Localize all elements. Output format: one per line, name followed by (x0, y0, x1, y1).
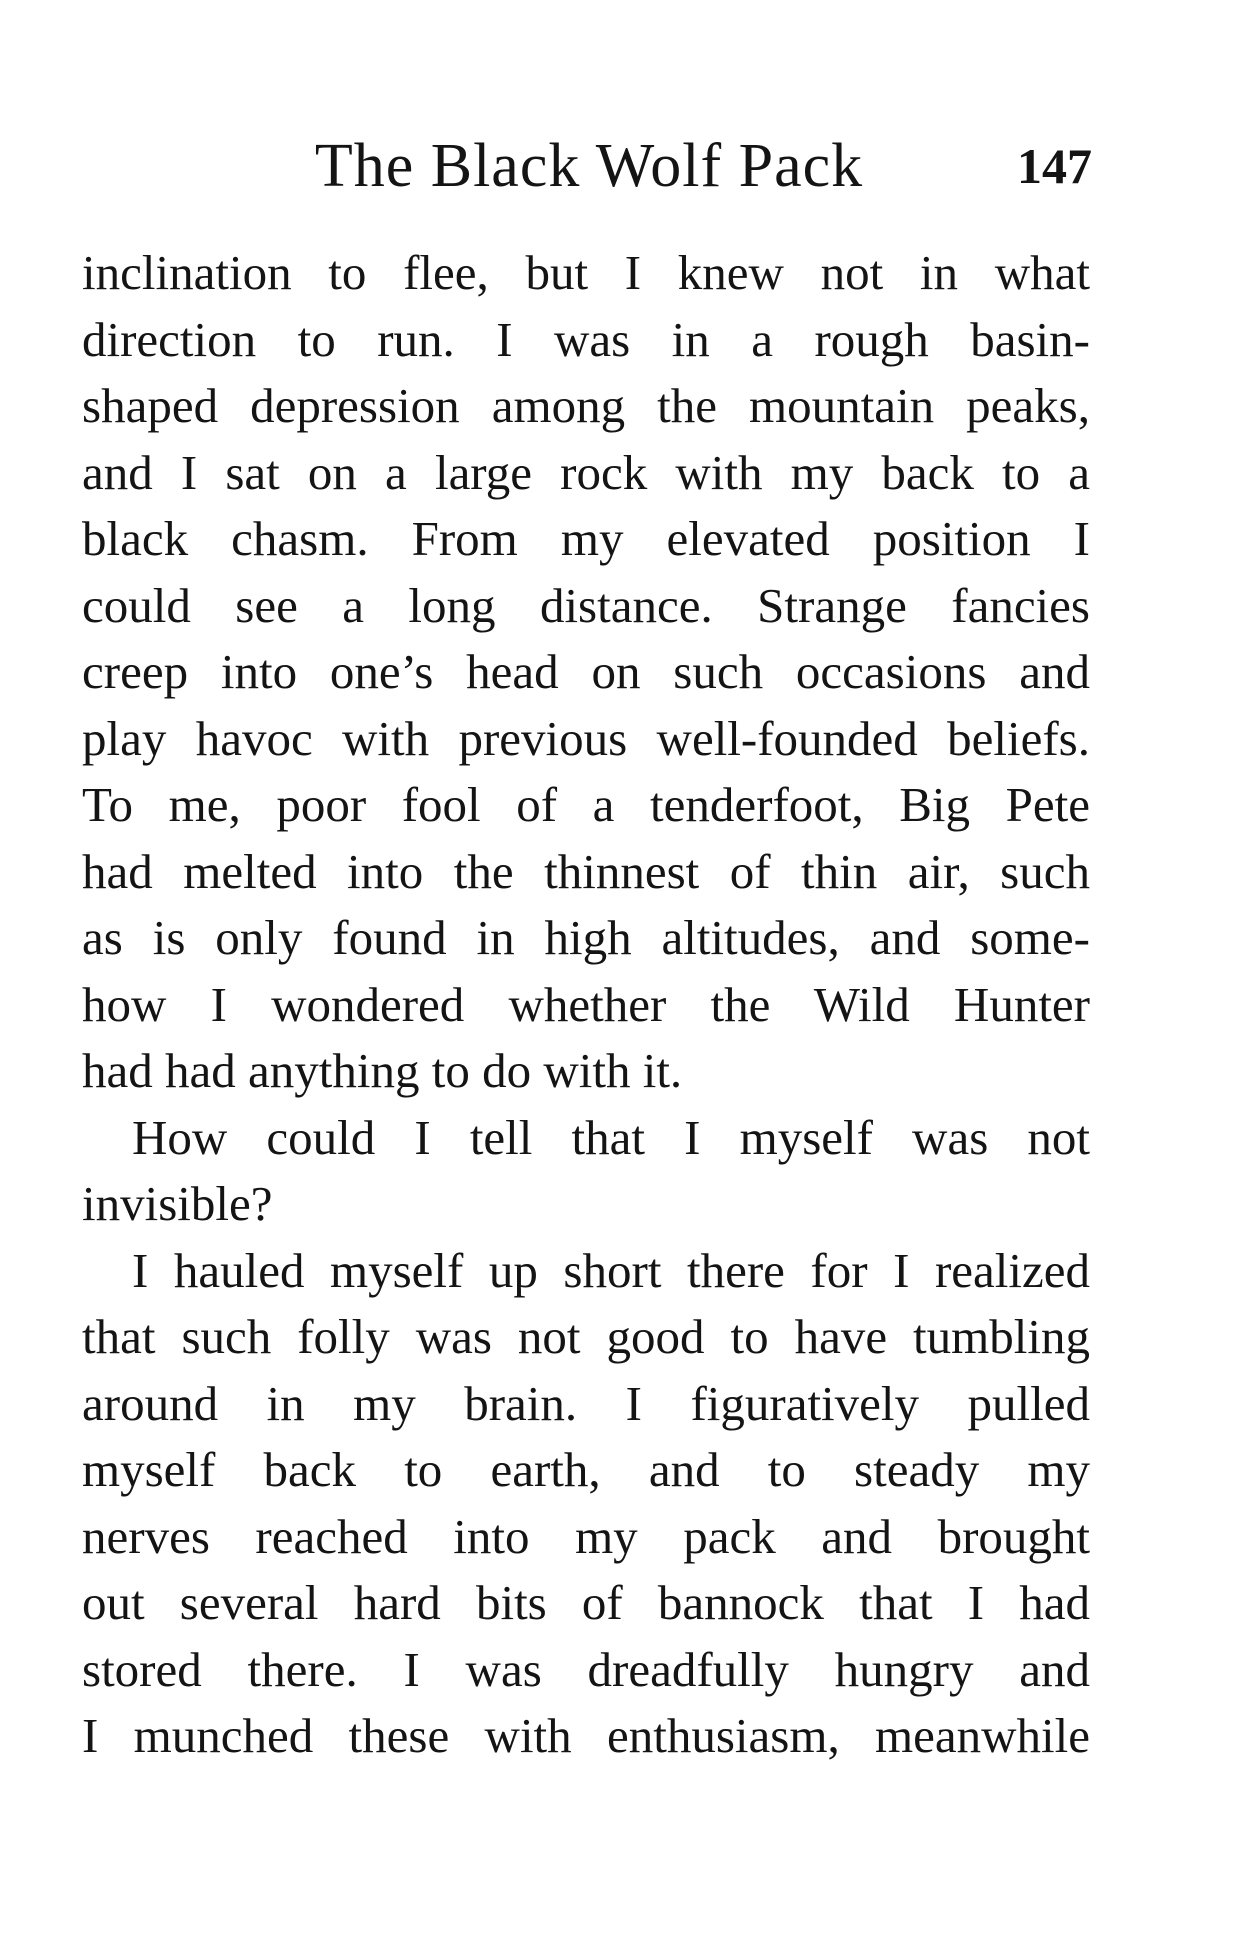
text-line: stored there. I was dreadfully hungry and (82, 1641, 1090, 1697)
text-line: could see a long distance. Strange fancies (82, 577, 1090, 633)
text-line: inclination to flee, but I knew not in what (82, 245, 1090, 300)
page-number: 147 (1017, 138, 1092, 194)
text-line: shaped depression among the mountain peaks, (82, 378, 1090, 433)
text-line: I munched these with enthusiasm, meanwhile (82, 1708, 1090, 1763)
text-line: play havoc with previous well-founded beliefs. (82, 710, 1090, 766)
text-line: nerves reached into my pack and brought (82, 1508, 1090, 1564)
text-line: and I sat on a large rock with my back to a (82, 444, 1090, 500)
text-line: myself back to earth, and to steady my (82, 1442, 1090, 1497)
text-line: invisible? (82, 1176, 273, 1231)
running-title: The Black Wolf Pack (314, 132, 864, 200)
text-line: How could I tell that I myself was not (132, 1109, 1090, 1165)
running-head (86, 126, 1092, 206)
text-line: creep into one’s head on such occasions and (82, 644, 1090, 699)
text-line: had had anything to do with it. (82, 1043, 683, 1098)
text-line: To me, poor fool of a tenderfoot, Big Pete (82, 777, 1090, 832)
text-line: around in my brain. I figuratively pulled (82, 1375, 1090, 1431)
text-line: how I wondered whether the Wild Hunter (82, 976, 1090, 1032)
body-text (82, 240, 1090, 1770)
text-line: that such folly was not good to have tumbling (82, 1309, 1090, 1364)
text-line: direction to run. I was in a rough basin- (82, 311, 1090, 367)
text-line: out several hard bits of bannock that I had (82, 1575, 1090, 1630)
text-line: I hauled myself up short there for I realized (132, 1242, 1090, 1298)
text-line: as is only found in high altitudes, and some- (82, 910, 1090, 965)
text-line: black chasm. From my elevated position I (82, 511, 1090, 566)
text-line: had melted into the thinnest of thin air, such (82, 843, 1090, 899)
